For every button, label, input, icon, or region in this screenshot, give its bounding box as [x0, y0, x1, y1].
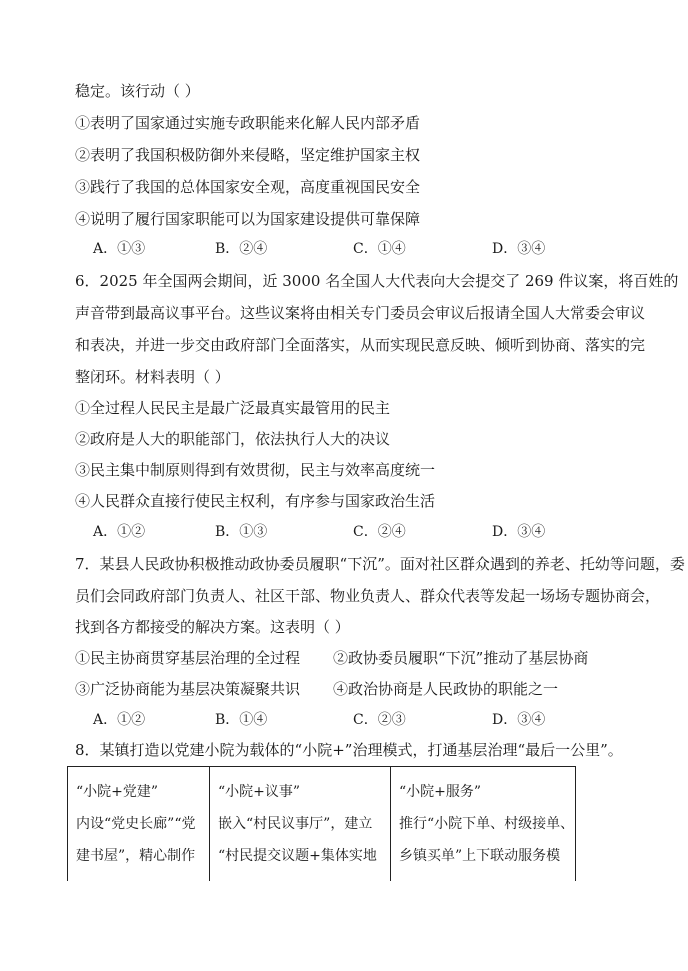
cell-line: “小院+议事” — [218, 784, 301, 800]
cell-line: 乡镇买单”上下联动服务模 — [399, 848, 561, 864]
q7-choice-b[interactable]: B．①④ — [215, 712, 268, 728]
q5-item-4: ④说明了履行国家职能可以为国家建设提供可靠保障 — [75, 210, 421, 228]
q5-choice-d[interactable]: D．③④ — [492, 241, 546, 257]
q7-item-3: ③广泛协商能为基层决策凝聚共识 — [75, 680, 301, 698]
q7-stem-line-2: 员们会同政府部门负责人、社区干部、物业负责人、群众代表等发起一场场专题协商会， — [75, 587, 661, 605]
table-cell-service — [391, 767, 576, 882]
q7-choice-d[interactable]: D．③④ — [492, 712, 546, 728]
q6-item-4: ④人民群众直接行使民主权利，有序参与国家政治生活 — [75, 492, 436, 510]
q7-choice-c[interactable]: C．②③ — [353, 712, 406, 728]
q8-stem: 8．某镇打造以党建小院为载体的“小院+”治理模式，打通基层治理“最后一公里”。 — [75, 741, 623, 759]
q7-stem-line-3: 找到各方都接受的解决方案。这表明（ ） — [75, 618, 350, 636]
q6-item-2: ②政府是人大的职能部门，依法执行人大的决议 — [75, 430, 391, 448]
q6-item-1: ①全过程人民民主是最广泛最真实最管用的民主 — [75, 399, 391, 417]
q5-choice-c[interactable]: C．①④ — [353, 241, 406, 257]
cell-line: 内设“党史长廊”“党 — [76, 816, 196, 832]
cell-line: 建书屋”，精心制作 — [76, 848, 196, 864]
cell-line: “小院+党建” — [76, 784, 159, 800]
q6-stem-line-3: 和表决，并进一步交由政府部门全面落实，从而实现民意反映、倾听到协商、落实的完 — [75, 336, 646, 354]
q6-choice-d[interactable]: D．③④ — [492, 524, 546, 540]
q5-choice-b[interactable]: B．②④ — [215, 241, 268, 257]
table-row — [68, 767, 576, 882]
q5-stem-tail: 稳定。该行动（ ） — [75, 82, 200, 100]
q8-table — [67, 766, 576, 881]
q6-choice-c[interactable]: C．②④ — [353, 524, 406, 540]
q5-item-3: ③践行了我国的总体国家安全观，高度重视国民安全 — [75, 178, 421, 196]
table-cell-deliberation — [210, 767, 391, 882]
cell-line: 嵌入“村民议事厅”，建立 — [218, 816, 373, 832]
q5-item-1: ①表明了国家通过实施专政职能来化解人民内部矛盾 — [75, 114, 421, 132]
q6-choice-a[interactable]: A．①② — [93, 524, 146, 540]
table-cell-party-building — [68, 767, 210, 882]
cell-line: 推行“小院下单、村级接单、 — [399, 816, 575, 832]
q7-item-2: ②政协委员履职“下沉”推动了基层协商 — [333, 649, 589, 667]
q7-item-1: ①民主协商贯穿基层治理的全过程 — [75, 649, 301, 667]
q6-choice-b[interactable]: B．①③ — [215, 524, 268, 540]
q5-item-2: ②表明了我国积极防御外来侵略，坚定维护国家主权 — [75, 146, 421, 164]
q7-stem-line-1: 7．某县人民政协积极推动政协委员履职“下沉”。面对社区群众遇到的养老、托幼等问题，委 — [75, 555, 685, 573]
cell-line: “小院+服务” — [399, 784, 482, 800]
q6-stem-line-4: 整闭环。材料表明（ ） — [75, 368, 230, 386]
q6-stem-line-1: 6．2025 年全国两会期间，近 3000 名全国人大代表向大会提交了 269 件议案，将百姓的 — [75, 272, 679, 290]
q7-choice-a[interactable]: A．①② — [93, 712, 146, 728]
q6-stem-line-2: 声音带到最高议事平台。这些议案将由相关专门委员会审议后报请全国人大常委会审议 — [75, 304, 646, 322]
q5-choice-a[interactable]: A．①③ — [93, 241, 146, 257]
q7-item-4: ④政治协商是人民政协的职能之一 — [333, 680, 559, 698]
q6-item-3: ③民主集中制原则得到有效贯彻，民主与效率高度统一 — [75, 461, 436, 479]
cell-line: “村民提交议题+集体实地 — [218, 848, 377, 864]
